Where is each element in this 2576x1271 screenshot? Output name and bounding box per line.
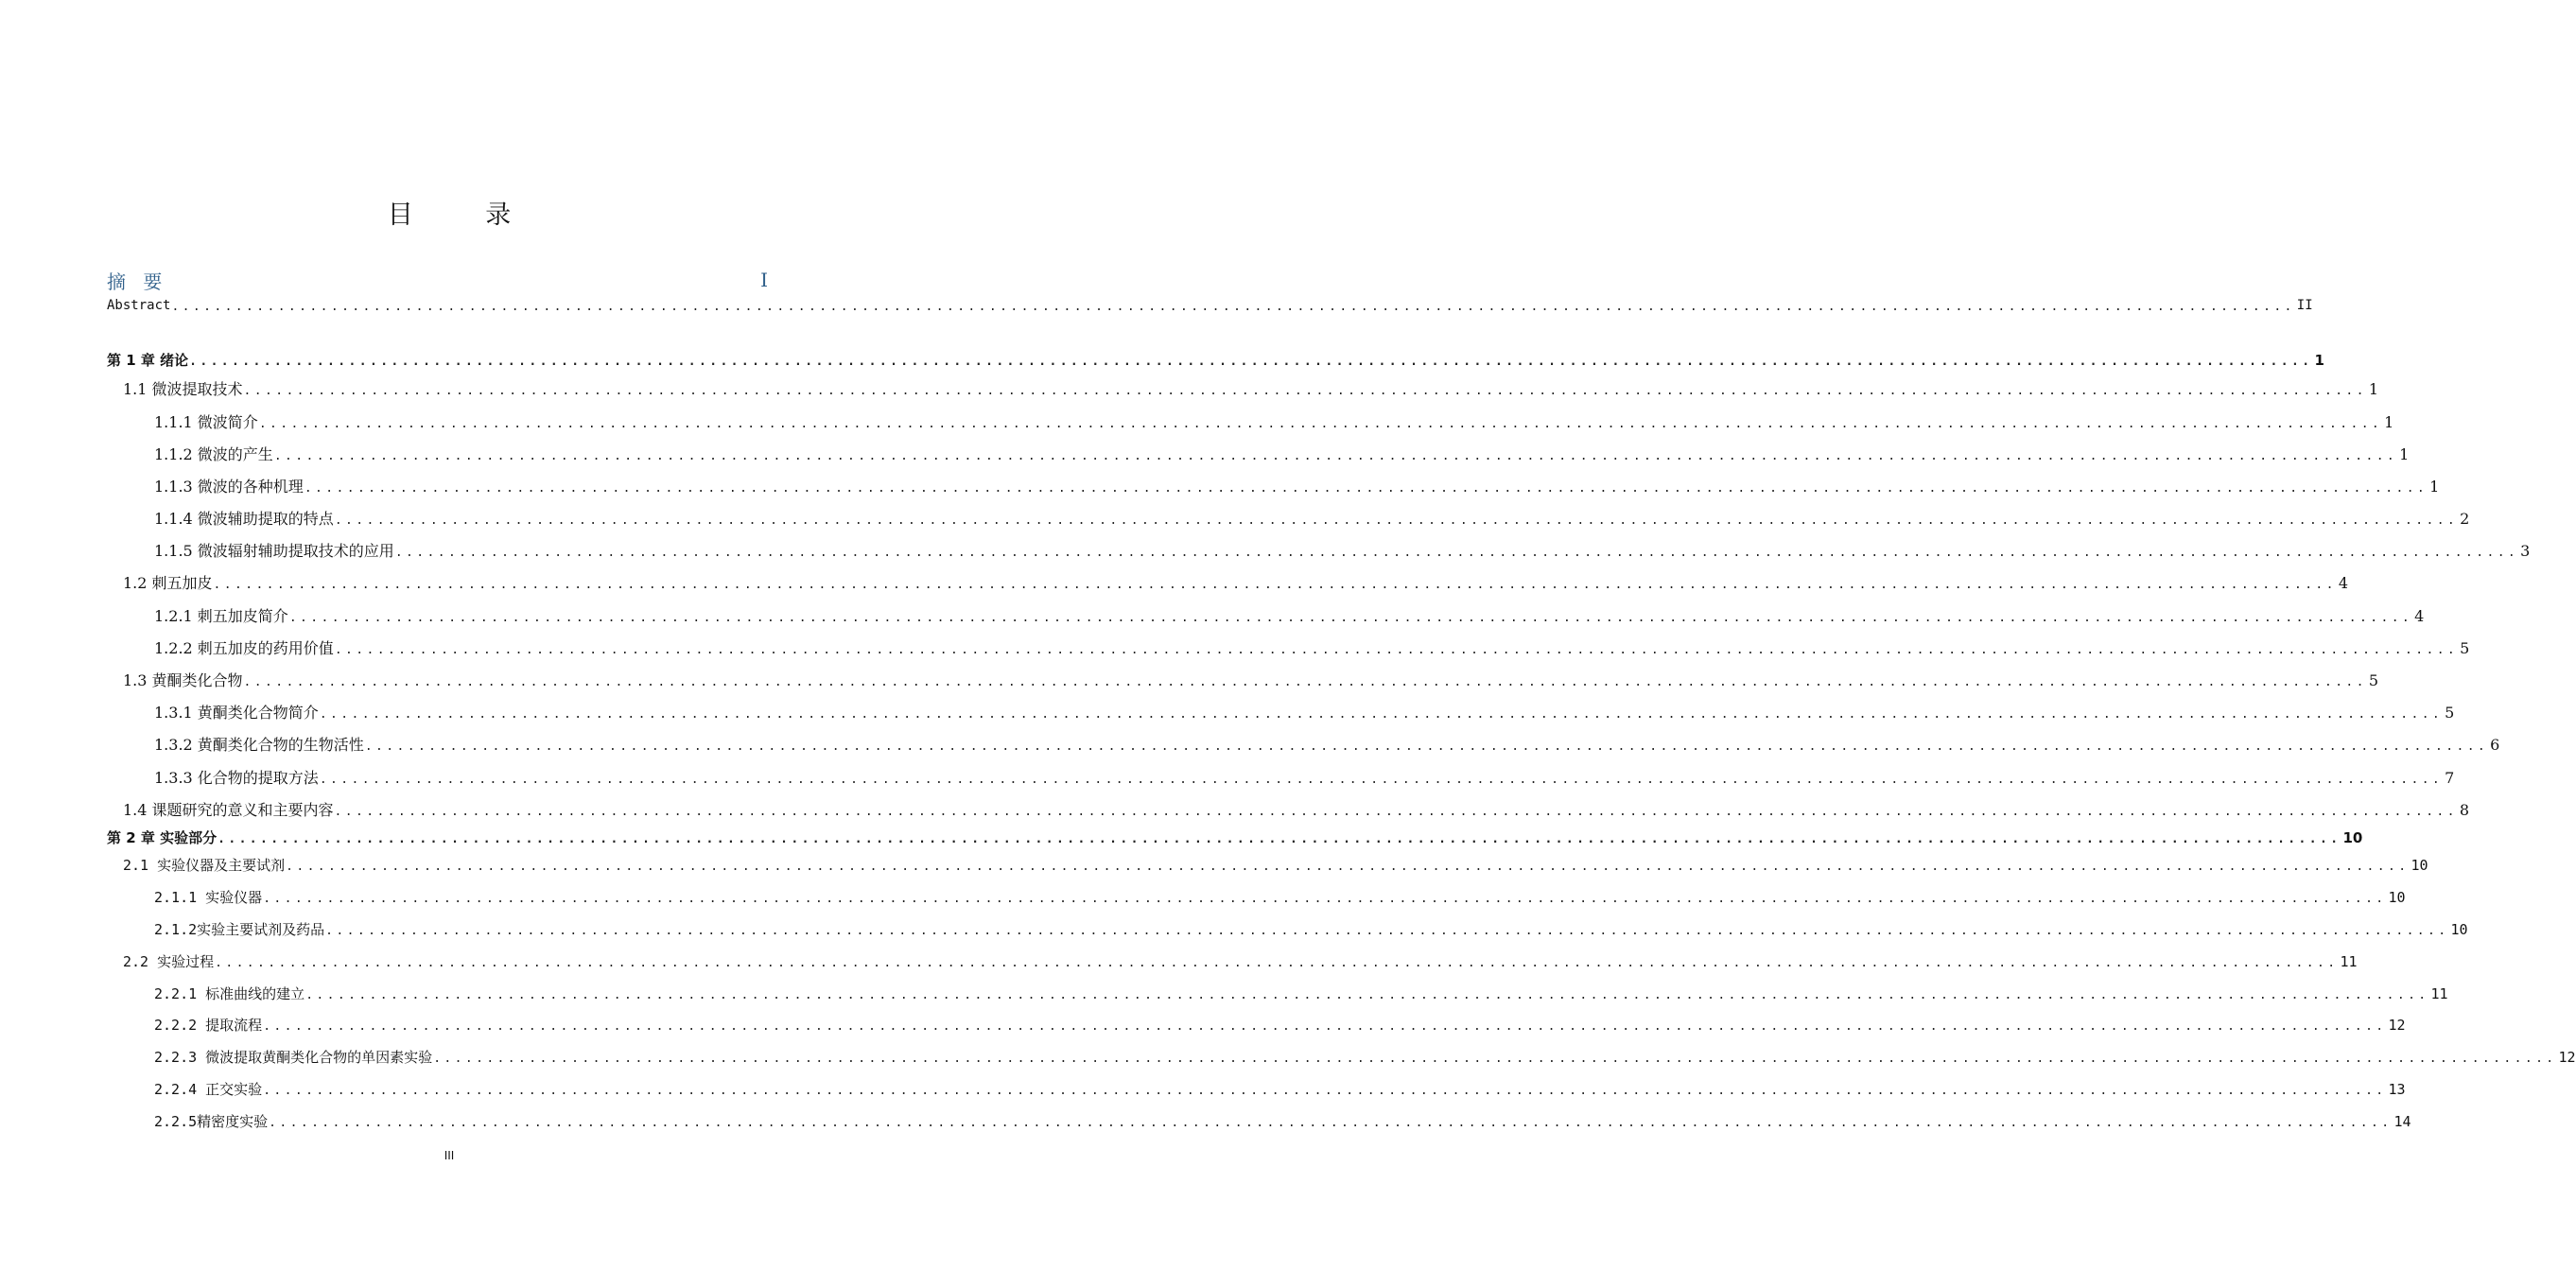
toc-leader-dots: ........................................................................................................................................................................................................ — [263, 1019, 2387, 1034]
toc-leader-dots: ........................................................................................................................................................................................................ — [304, 481, 2428, 496]
toc-label: 第 1 章 绪论 — [107, 352, 189, 369]
toc-leader-dots: ........................................................................................................................................................................................................ — [258, 417, 2383, 431]
toc-label: 2.1.2实验主要试剂及药品 — [154, 921, 325, 938]
toc-page-number: 3 — [2520, 542, 2531, 560]
toc-page-number: 11 — [2340, 953, 2358, 970]
toc-entry-chapter-1[interactable] — [107, 350, 2324, 371]
toc-leader-dots: ........................................................................................................................................................................................................ — [325, 924, 2449, 938]
toc-page-number: 13 — [2388, 1081, 2406, 1098]
toc-entry-2-1[interactable] — [123, 855, 2428, 876]
toc-leader-dots: ........................................................................................................................................................................................................ — [364, 740, 2489, 754]
toc-leader-dots: ........................................................................................................................................................................................................ — [286, 860, 2410, 874]
toc-label: 2.2 实验过程 — [123, 953, 215, 970]
toc-leader-dots: ........................................................................................................................................................................................................ — [319, 773, 2444, 787]
toc-entry-2-2[interactable] — [123, 951, 2358, 972]
toc-entry-1-3-3[interactable] — [154, 768, 2455, 789]
toc-label: 第 2 章 实验部分 — [107, 829, 218, 846]
toc-page-number: 8 — [2459, 801, 2470, 819]
toc-label: 1.1.4 微波辅助提取的特点 — [154, 510, 334, 528]
toc-label: 1.2.1 刺五加皮简介 — [154, 607, 288, 625]
toc-leader-dots: ........................................................................................................................................................................................................ — [273, 449, 2398, 463]
toc-leader-dots: ........................................................................................................................................................................................................ — [243, 675, 2367, 689]
toc-entry-1-4[interactable] — [123, 800, 2470, 821]
toc-entry-1-2-2[interactable] — [154, 638, 2470, 659]
toc-page-number: 10 — [2342, 829, 2363, 846]
toc-label: 1.3.2 黄酮类化合物的生物活性 — [154, 736, 364, 754]
toc-label: 2.2.2 提取流程 — [154, 1017, 263, 1034]
toc-page-number: 12 — [2558, 1049, 2576, 1066]
toc-page-number: 10 — [2388, 889, 2406, 906]
toc-entry-1-1-1[interactable] — [154, 412, 2394, 433]
toc-leader-dots: ........................................................................................................................................................................................................ — [334, 514, 2459, 528]
toc-label: 1.3 黄酮类化合物 — [123, 671, 243, 689]
toc-label: 2.1 实验仪器及主要试剂 — [123, 857, 286, 874]
toc-page-number: 7 — [2445, 769, 2455, 787]
toc-leader-dots: ........................................................................................................................................................................................................ — [394, 546, 2519, 560]
toc-label: 1.3.3 化合物的提取方法 — [154, 769, 319, 787]
page-number-footer: III — [444, 1149, 455, 1162]
toc-label: 1.1.1 微波简介 — [154, 413, 258, 431]
toc-entry-1-1-5[interactable] — [154, 541, 2531, 562]
toc-page-number: 1 — [2368, 380, 2379, 398]
toc-leader-dots: ........................................................................................................................................................................................................ — [263, 892, 2387, 906]
toc-leader-dots: ........................................................................................................................................................................................................ — [433, 1052, 2557, 1066]
toc-page-number: 1 — [2384, 413, 2394, 431]
toc-entry-1-3-1[interactable] — [154, 703, 2455, 723]
toc-entry-2-2-4[interactable] — [154, 1079, 2406, 1100]
toc-leader-dots: ........................................................................................................................................................................................................ — [213, 578, 2337, 592]
toc-entry-1-1-2[interactable] — [154, 444, 2410, 465]
toc-label: 2.2.1 标准曲线的建立 — [154, 985, 305, 1002]
toc-page-number: 5 — [2368, 671, 2379, 689]
toc-leader-dots: ........................................................................................................................................................................................................ — [288, 611, 2413, 625]
toc-page-number: 11 — [2430, 985, 2448, 1002]
toc-label: 1.4 课题研究的意义和主要内容 — [123, 801, 334, 819]
toc-page-number: I — [760, 269, 768, 291]
toc-page-number: 4 — [2414, 607, 2425, 625]
toc-page-number: 14 — [2393, 1113, 2411, 1130]
toc-page-number: 1 — [2399, 445, 2410, 463]
toc-leader-dots: ........................................................................................................................................................................................................ — [215, 956, 2339, 970]
toc-page-number: 1 — [2429, 478, 2440, 496]
toc-page-number: II — [2296, 298, 2313, 313]
toc-entry-1-2-1[interactable] — [154, 606, 2425, 627]
toc-leader-dots: ........................................................................................................................................................................................................ — [218, 832, 2341, 846]
toc-page-number: 4 — [2338, 574, 2349, 592]
toc-entry-abstract-cn[interactable] — [107, 267, 792, 293]
toc-label: 2.2.3 微波提取黄酮类化合物的单因素实验 — [154, 1049, 433, 1066]
toc-label: 1.3.1 黄酮类化合物简介 — [154, 704, 319, 722]
toc-leader-dots: ........................................................................................................................................................................................................ — [319, 707, 2444, 722]
toc-page-number: 2 — [2460, 510, 2470, 528]
toc-leader-dots: ........................................................................................................................................................................................................ — [189, 355, 2313, 369]
toc-entry-1-2[interactable] — [123, 573, 2349, 594]
toc-entry-1-1[interactable] — [123, 379, 2379, 400]
toc-entry-2-2-1[interactable] — [154, 984, 2448, 1004]
toc-entry-1-1-3[interactable] — [154, 477, 2440, 497]
page-title: 目 录 — [387, 200, 544, 230]
toc-label: 1.1 微波提取技术 — [123, 380, 243, 398]
toc-page-number: 6 — [2490, 736, 2500, 754]
toc-label: 1.1.3 微波的各种机理 — [154, 478, 304, 496]
toc-page-number: 1 — [2314, 352, 2324, 369]
toc-label: 摘 要 — [107, 270, 168, 293]
toc-page-number: 10 — [2411, 857, 2428, 874]
toc-entry-chapter-2[interactable] — [107, 827, 2363, 848]
toc-entry-2-2-2[interactable] — [154, 1015, 2406, 1036]
toc-entry-1-3[interactable] — [123, 670, 2379, 691]
toc-label: 2.2.5精密度实验 — [154, 1113, 269, 1130]
toc-leader-dots: ........................................................................................................................................................................................................ — [243, 384, 2367, 398]
toc-entry-2-1-2[interactable] — [154, 919, 2468, 940]
toc-page-number: 10 — [2450, 921, 2468, 938]
toc-label: 1.2.2 刺五加皮的药用价值 — [154, 639, 334, 657]
toc-leader-dots: ........................................................................................................................................................................................................ — [305, 988, 2429, 1002]
toc-label: 2.2.4 正交实验 — [154, 1081, 263, 1098]
toc-entry-1-3-2[interactable] — [154, 735, 2500, 756]
toc-page-number: 5 — [2460, 639, 2470, 657]
toc-label: 1.1.5 微波辐射辅助提取技术的应用 — [154, 542, 394, 560]
toc-leader-dots: ........................................................................................................................................................................................................ — [269, 1116, 2393, 1130]
toc-entry-2-2-3[interactable] — [154, 1047, 2576, 1068]
toc-leader-dots: ........................................................................................................................................................................................................ — [334, 643, 2459, 657]
toc-label: 2.1.1 实验仪器 — [154, 889, 263, 906]
toc-label: 1.2 刺五加皮 — [123, 574, 213, 592]
toc-page-number: 5 — [2445, 704, 2455, 722]
toc-leader-dots: ........................................................................................................................................................................................................ — [334, 805, 2458, 819]
toc-label: Abstract — [107, 298, 171, 313]
toc-entry-2-2-5[interactable] — [154, 1111, 2411, 1132]
toc-entry-abstract[interactable] — [107, 295, 2313, 316]
toc-page-number: 12 — [2388, 1017, 2406, 1034]
toc-leader-dots: ........................................................................................................................................................................................................ — [263, 1084, 2387, 1098]
toc-entry-2-1-1[interactable] — [154, 887, 2406, 908]
toc-entry-1-1-4[interactable] — [154, 509, 2470, 530]
toc-label: 1.1.2 微波的产生 — [154, 445, 273, 463]
toc-leader-dots: ........................................................................................................................................................................................................ — [171, 300, 2295, 314]
